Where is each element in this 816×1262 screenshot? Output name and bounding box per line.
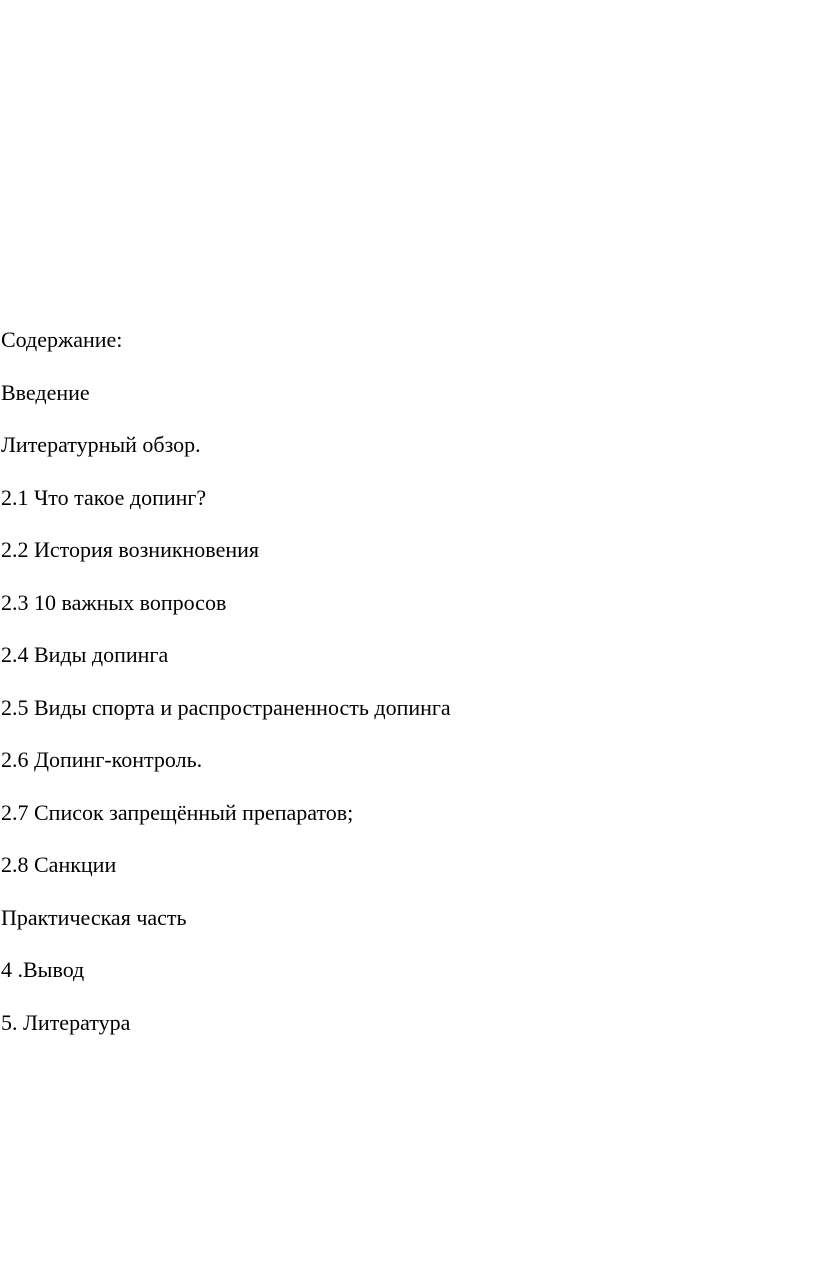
toc-item-practical-part: Практическая часть <box>1 904 187 930</box>
toc-item-2-8: 2.8 Санкции <box>1 852 117 877</box>
toc-item-conclusion: 4 .Вывод <box>1 957 85 982</box>
toc-item-2-3: 2.3 10 важных вопросов <box>1 589 227 615</box>
toc-item-2-4: 2.4 Виды допинга <box>1 642 169 667</box>
toc-item-2-7: 2.7 Список запрещённый препаратов; <box>1 799 354 825</box>
toc-item-2-6: 2.6 Допинг-контроль. <box>1 747 203 772</box>
toc-heading: Содержание: <box>1 327 123 352</box>
toc-item-2-1: 2.1 Что такое допинг? <box>1 484 207 510</box>
table-of-contents <box>1 314 451 1049</box>
toc-item-2-2: 2.2 История возникновения <box>1 537 259 562</box>
toc-item-2-5: 2.5 Виды спорта и распространенность допинга <box>1 694 451 720</box>
toc-item-literature-review: Литературный обзор. <box>1 432 201 457</box>
toc-item-introduction: Введение <box>1 379 90 405</box>
toc-item-references: 5. Литература <box>1 1009 131 1035</box>
